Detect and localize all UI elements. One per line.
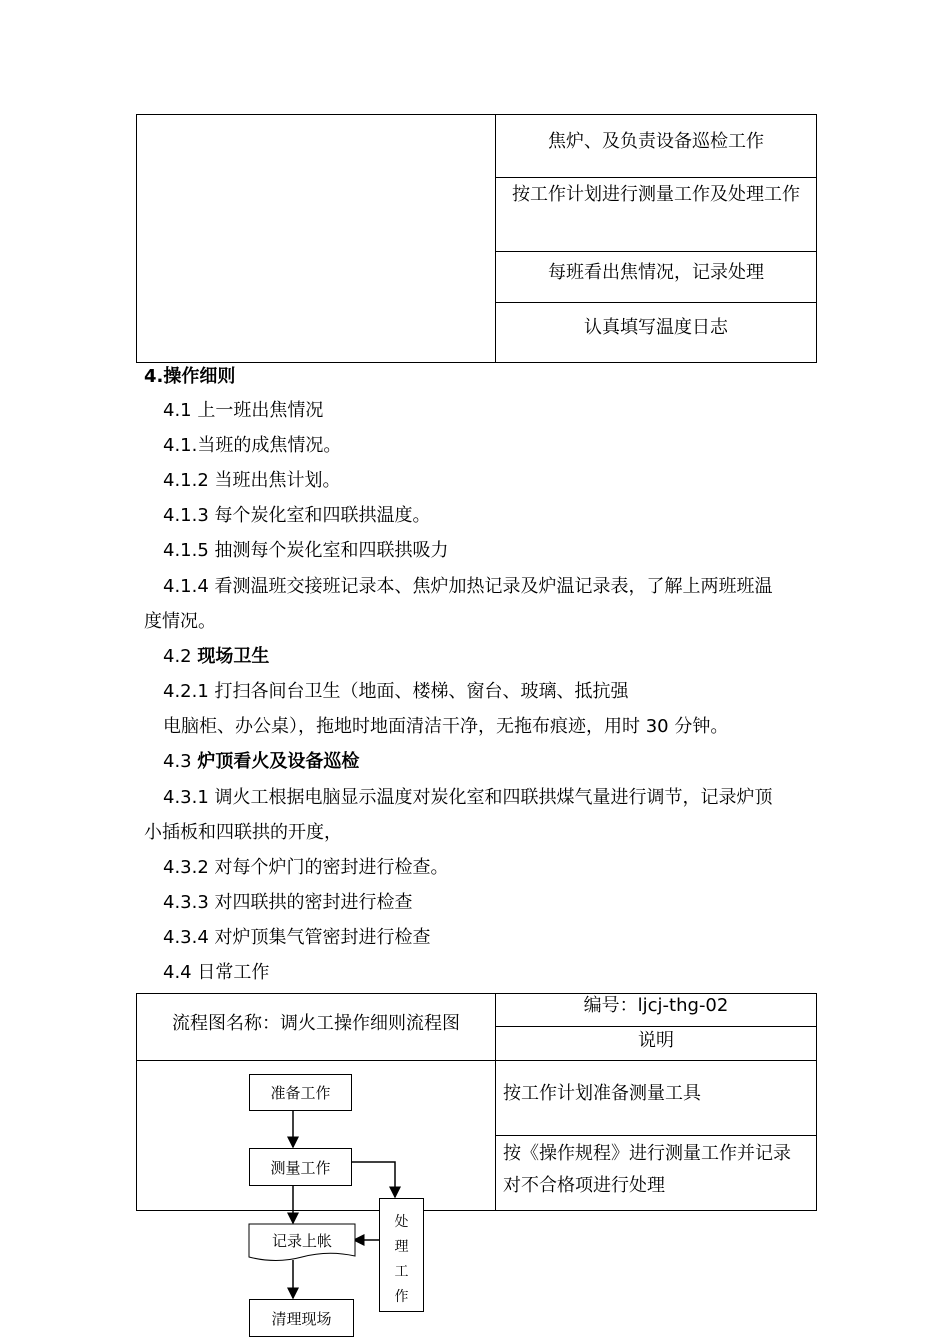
- section-heading: 4.操作细则: [144, 366, 236, 387]
- paragraph: 4.4 日常工作: [163, 962, 270, 983]
- handle-char-2: 理: [394, 1239, 409, 1255]
- flow-step-handle-work: [379, 1198, 424, 1312]
- subsection-title: 现场卫生: [197, 646, 270, 667]
- flow-step-prepare: 准备工作: [249, 1074, 352, 1111]
- paragraph: 4.3.1 调火工根据电脑显示温度对炭化室和四联拱煤气量进行调节，记录炉顶: [163, 787, 773, 808]
- flow-step-measure: 测量工作: [249, 1148, 352, 1186]
- flow-step-record: 记录上帐: [271, 1231, 332, 1250]
- handle-char-4: 作: [394, 1289, 409, 1305]
- paragraph: 4.1 上一班出焦情况: [163, 400, 324, 421]
- paragraph: 4.2.1 打扫各间台卫生（地面、楼梯、窗台、玻璃、抵抗强: [163, 681, 629, 702]
- paragraph: 4.1.2 当班出焦计划。: [163, 470, 341, 491]
- duty-row-1: 焦炉、及负责设备巡检工作: [548, 131, 764, 152]
- paragraph: 4.1.5 抽测每个炭化室和四联拱吸力: [163, 540, 449, 561]
- handle-char-1: 处: [394, 1214, 409, 1230]
- subsection-title: 炉顶看火及设备巡检: [197, 751, 360, 772]
- paragraph: 4.1.4 看测温班交接班记录本、焦炉加热记录及炉温记录表，了解上两班班温: [163, 576, 773, 597]
- duty-row-2: 按工作计划进行测量工作及处理工作: [512, 184, 800, 205]
- paragraph: 4.1.当班的成焦情况。: [163, 435, 342, 456]
- flowchart-name: 流程图名称：调火工操作细则流程图: [172, 1013, 460, 1034]
- description-step-2-cont: 对不合格项进行处理: [503, 1175, 665, 1196]
- description-header: 说明: [638, 1030, 674, 1051]
- description-step-1: 按工作计划准备测量工具: [503, 1083, 701, 1104]
- duty-row-3: 每班看出焦情况，记录处理: [548, 262, 764, 283]
- document-code: 编号：ljcj-thg-02: [583, 995, 729, 1016]
- paragraph: 小插板和四联拱的开度，: [144, 822, 342, 843]
- paragraph: 4.3.2 对每个炉门的密封进行检查。: [163, 857, 449, 878]
- paragraph: 电脑柜、办公桌），拖地时地面清洁干净，无拖布痕迹，用时 30 分钟。: [163, 716, 729, 737]
- arrow-measure-to-handle: [351, 1162, 395, 1197]
- paragraph: 4.3.3 对四联拱的密封进行检查: [163, 892, 413, 913]
- subsection-number: 4.3: [163, 751, 198, 772]
- subsection-number: 4.2: [163, 646, 198, 667]
- duty-row-4: 认真填写温度日志: [584, 317, 728, 338]
- handle-char-3: 工: [394, 1264, 409, 1280]
- description-step-2: 按《操作规程》进行测量工作并记录: [503, 1143, 791, 1164]
- paragraph: 4.3.4 对炉顶集气管密封进行检查: [163, 927, 431, 948]
- flow-step-clean-site: 清理现场: [249, 1299, 354, 1337]
- paragraph: 4.1.3 每个炭化室和四联拱温度。: [163, 505, 431, 526]
- paragraph: 度情况。: [144, 611, 216, 632]
